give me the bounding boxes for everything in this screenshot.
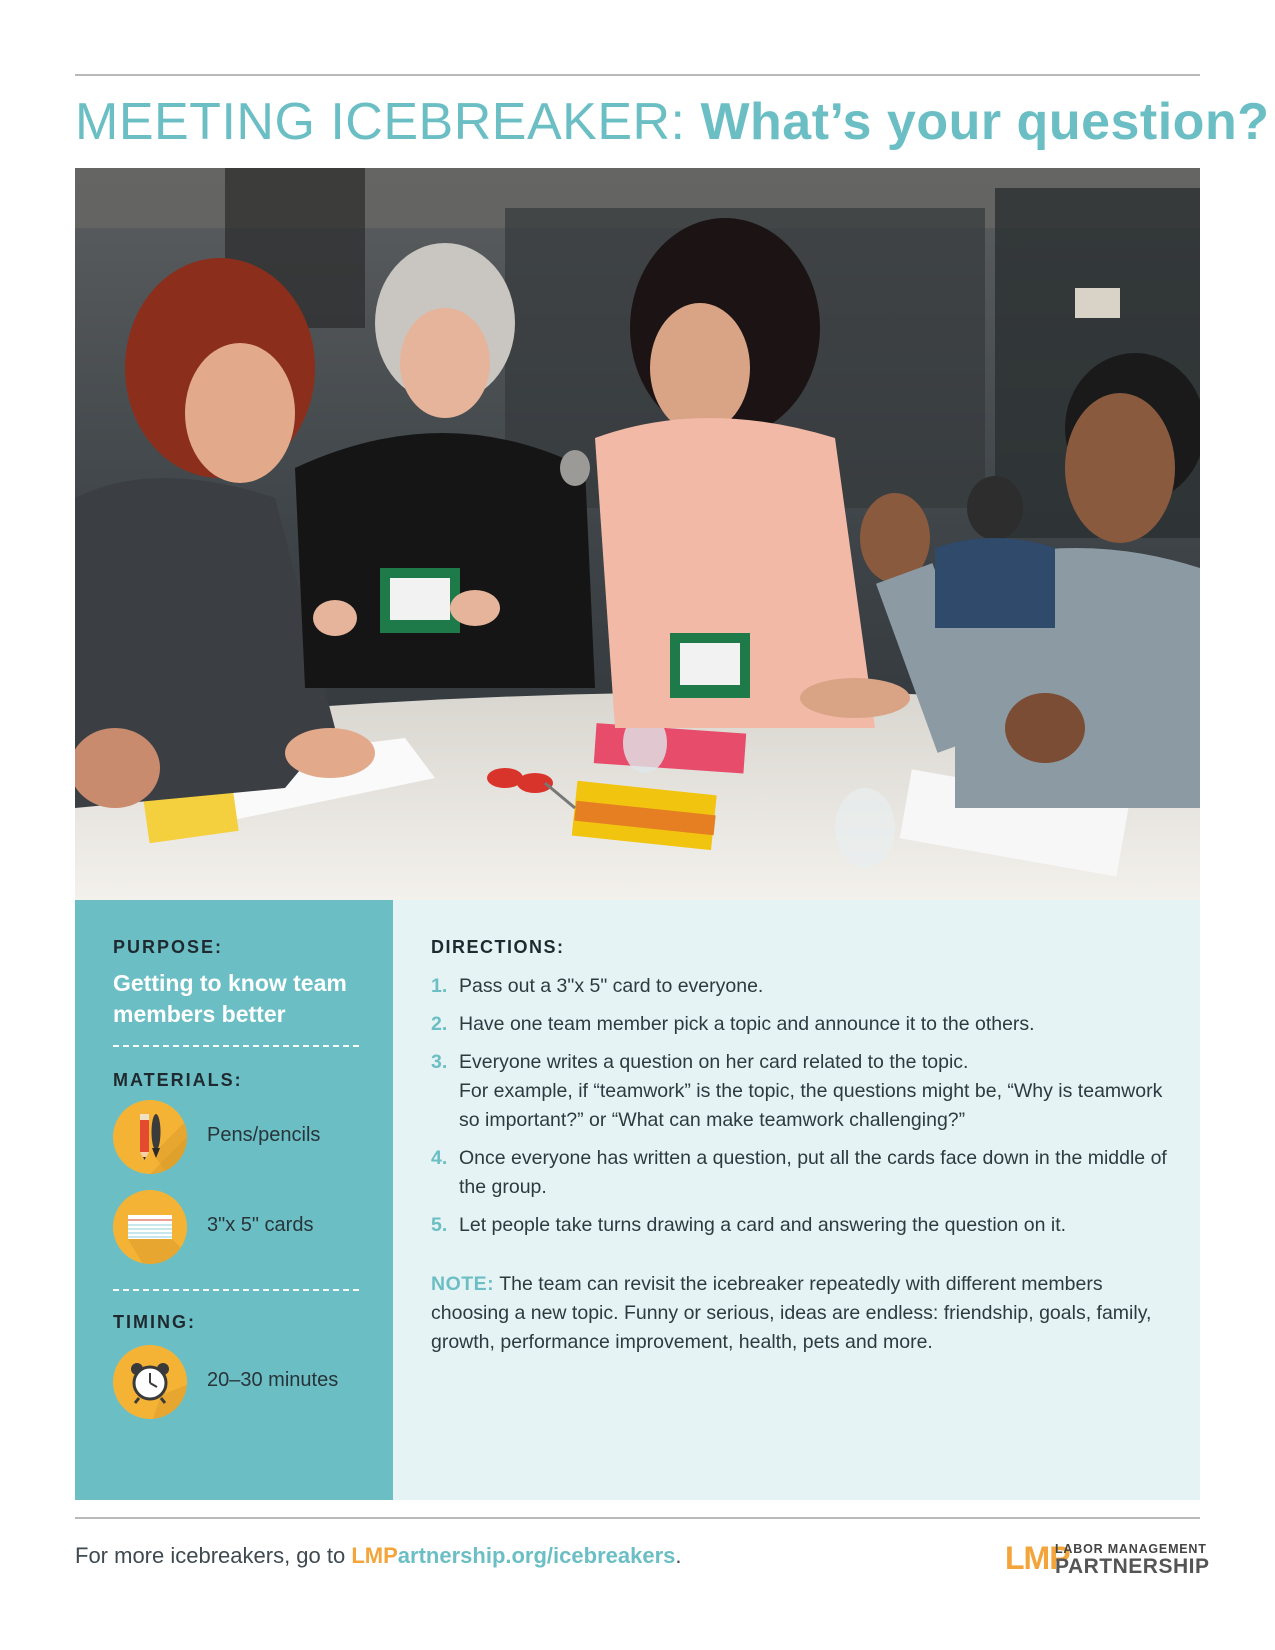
note-label: NOTE: <box>431 1273 495 1295</box>
divider-dashed <box>113 1289 359 1291</box>
sidebar-panel <box>75 900 393 1500</box>
timing-text: 20–30 minutes <box>207 1369 339 1391</box>
footer-prefix: For more icebreakers, go to <box>75 1543 352 1568</box>
purpose-label: PURPOSE: <box>113 937 224 957</box>
logo-line2: PARTNERSHIP <box>1055 1555 1210 1578</box>
timing-label: TIMING: <box>113 1312 196 1332</box>
step-number: 1. <box>431 975 448 997</box>
step-number: 4. <box>431 1147 448 1169</box>
alarm-clock-icon <box>113 1345 187 1419</box>
team-activity-photo <box>75 168 1200 900</box>
step-number: 5. <box>431 1214 448 1236</box>
material-label-cards: 3"x 5" cards <box>207 1214 314 1236</box>
material-item-pens <box>113 1100 383 1174</box>
purpose-text: Getting to know team members better <box>113 970 347 1027</box>
footer-text <box>75 1543 682 1569</box>
directions-label: DIRECTIONS: <box>431 937 565 957</box>
directions-list <box>431 972 1171 1249</box>
directions-panel <box>393 900 1200 1500</box>
index-card-icon <box>113 1190 187 1264</box>
list-item <box>431 972 1171 1001</box>
list-item <box>431 1010 1171 1039</box>
divider-dashed <box>113 1045 359 1047</box>
photo-illustration <box>75 168 1200 900</box>
step-number: 3. <box>431 1051 448 1073</box>
step-number: 2. <box>431 1013 448 1035</box>
note-text: The team can revisit the icebreaker repeatedly with different members choosing a new topic. Funny or serious, ideas are endless: friendship, goals, family, growth, performance improvement, health, pets and more. <box>431 1273 1152 1353</box>
logo-line1: LABOR MANAGEMENT <box>1055 1542 1207 1556</box>
list-item <box>431 1144 1171 1202</box>
lmp-logo <box>1005 1540 1210 1580</box>
top-divider <box>75 74 1200 76</box>
title-prefix: MEETING ICEBREAKER: <box>75 93 701 151</box>
bottom-divider <box>75 1517 1200 1519</box>
note-paragraph <box>431 1270 1171 1357</box>
material-item-cards <box>113 1190 383 1264</box>
icebreakers-link[interactable] <box>351 1543 675 1568</box>
link-part-url[interactable]: artnership.org/icebreakers <box>397 1543 676 1568</box>
step-text: Everyone writes a question on her card related to the topic. <box>459 1051 969 1073</box>
timing-item <box>113 1345 383 1419</box>
footer-suffix: . <box>675 1543 682 1568</box>
pencil-pen-icon <box>113 1100 187 1174</box>
logo-mark: LMP <box>1005 1540 1070 1576</box>
step-text: Once everyone has written a question, put all the cards face down in the middle of the group. <box>459 1147 1167 1198</box>
materials-label: MATERIALS: <box>113 1070 243 1090</box>
list-item <box>431 1211 1171 1240</box>
title-question: What’s your question? <box>700 93 1270 151</box>
list-item <box>431 1048 1171 1135</box>
step-example: For example, if “teamwork” is the topic, the questions might be, “Why is teamwork so important?” or “What can make teamwork challenging?” <box>459 1080 1163 1131</box>
page-title <box>75 92 1270 152</box>
step-text: Pass out a 3"x 5" card to everyone. <box>459 975 764 997</box>
step-text: Have one team member pick a topic and announce it to the others. <box>459 1013 1035 1035</box>
material-label-pens: Pens/pencils <box>207 1124 321 1146</box>
link-part-lmp[interactable]: LMP <box>351 1543 398 1568</box>
step-text: Let people take turns drawing a card and answering the question on it. <box>459 1214 1067 1236</box>
